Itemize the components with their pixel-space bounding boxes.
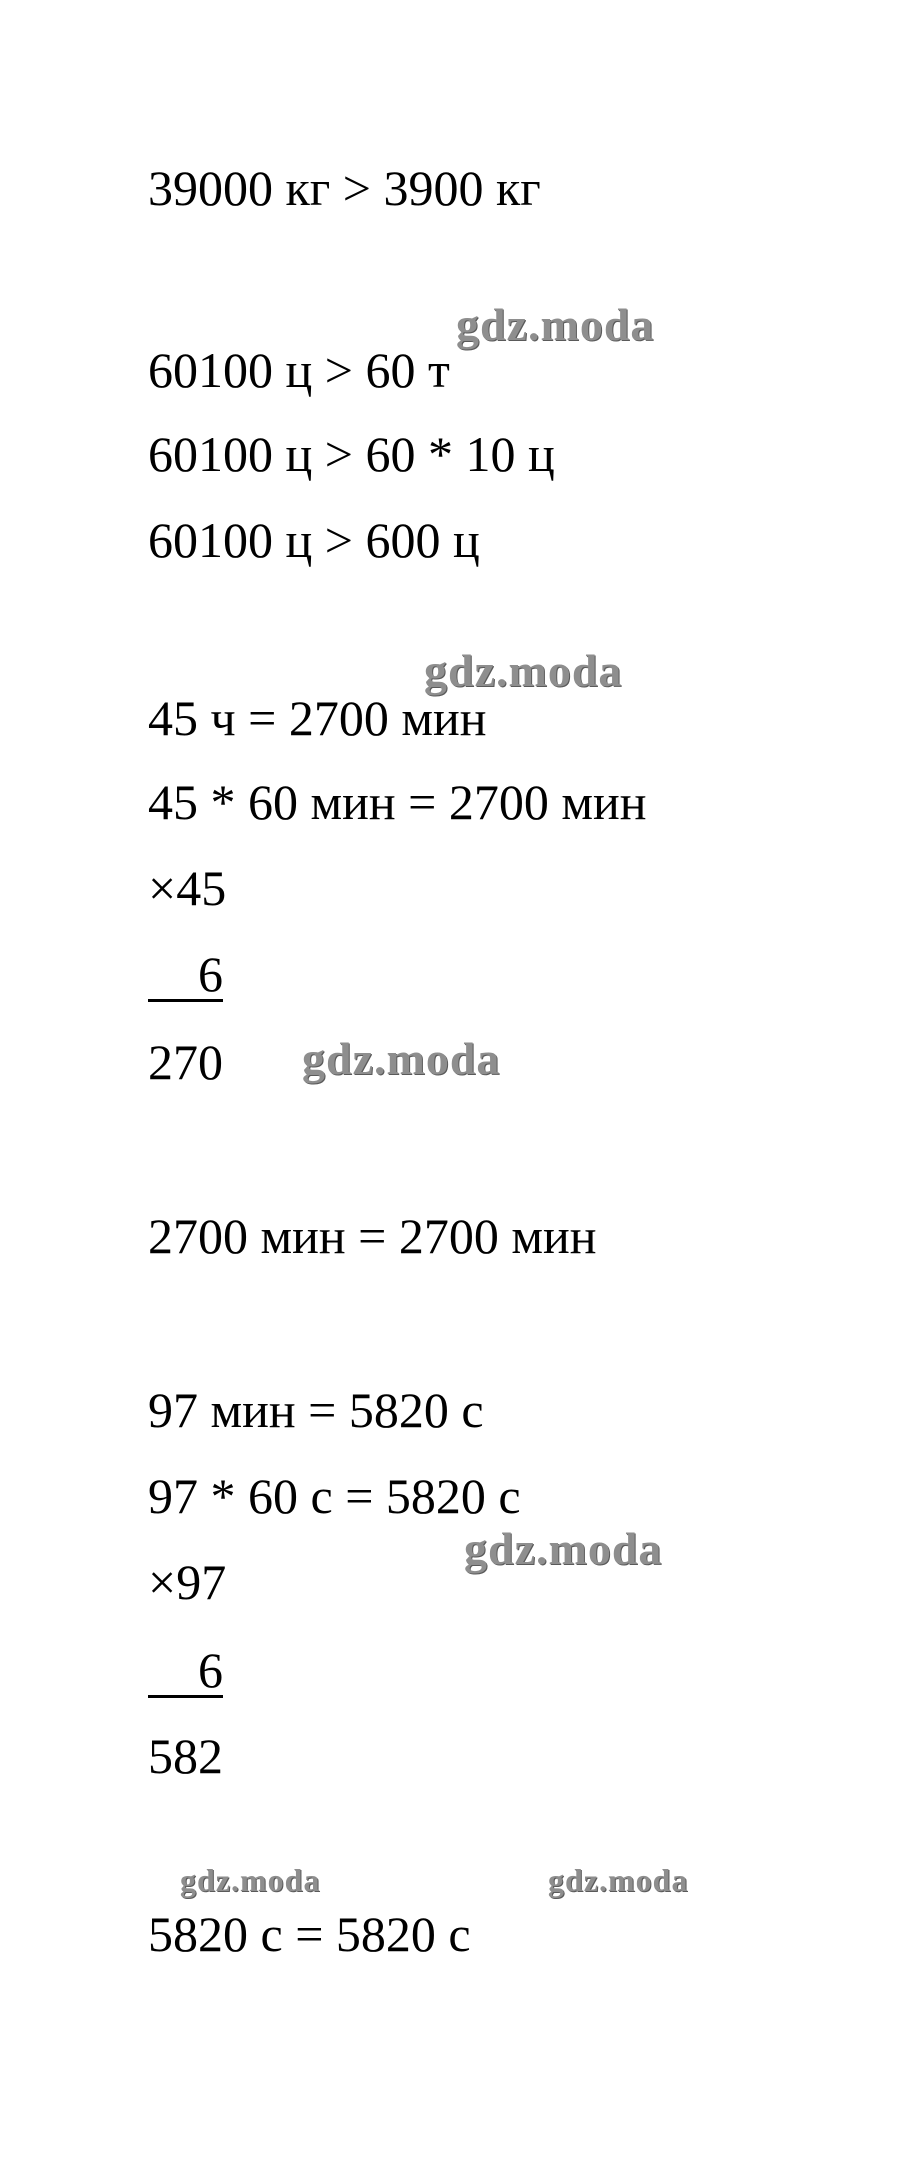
watermark-2: gdz.moda: [424, 645, 623, 696]
line-1: 39000 кг > 3900 кг: [148, 160, 541, 216]
line-2: 60100 ц > 60 т: [148, 342, 450, 398]
watermark-5: gdz.moda: [180, 1862, 321, 1898]
line-11: 97 мин = 5820 с: [148, 1382, 484, 1438]
line-16: 5820 с = 5820 с: [148, 1906, 471, 1962]
watermark-1: gdz.moda: [456, 299, 655, 350]
line-15: 582: [148, 1728, 223, 1784]
line-9: 270: [148, 1034, 223, 1090]
line-12: 97 * 60 с = 5820 с: [148, 1468, 521, 1524]
line-6: 45 * 60 мин = 2700 мин: [148, 774, 647, 830]
line-13: ×97: [148, 1554, 227, 1610]
watermark-4: gdz.moda: [464, 1523, 663, 1574]
line-14: 6: [148, 1642, 223, 1698]
line-3: 60100 ц > 60 * 10 ц: [148, 426, 555, 482]
line-4: 60100 ц > 600 ц: [148, 512, 480, 568]
line-7: ×45: [148, 860, 227, 916]
line-10: 2700 мин = 2700 мин: [148, 1208, 597, 1264]
line-8: 6: [148, 946, 223, 1002]
watermark-3: gdz.moda: [302, 1033, 501, 1084]
watermark-6: gdz.moda: [548, 1862, 689, 1898]
line-5: 45 ч = 2700 мин: [148, 690, 487, 746]
